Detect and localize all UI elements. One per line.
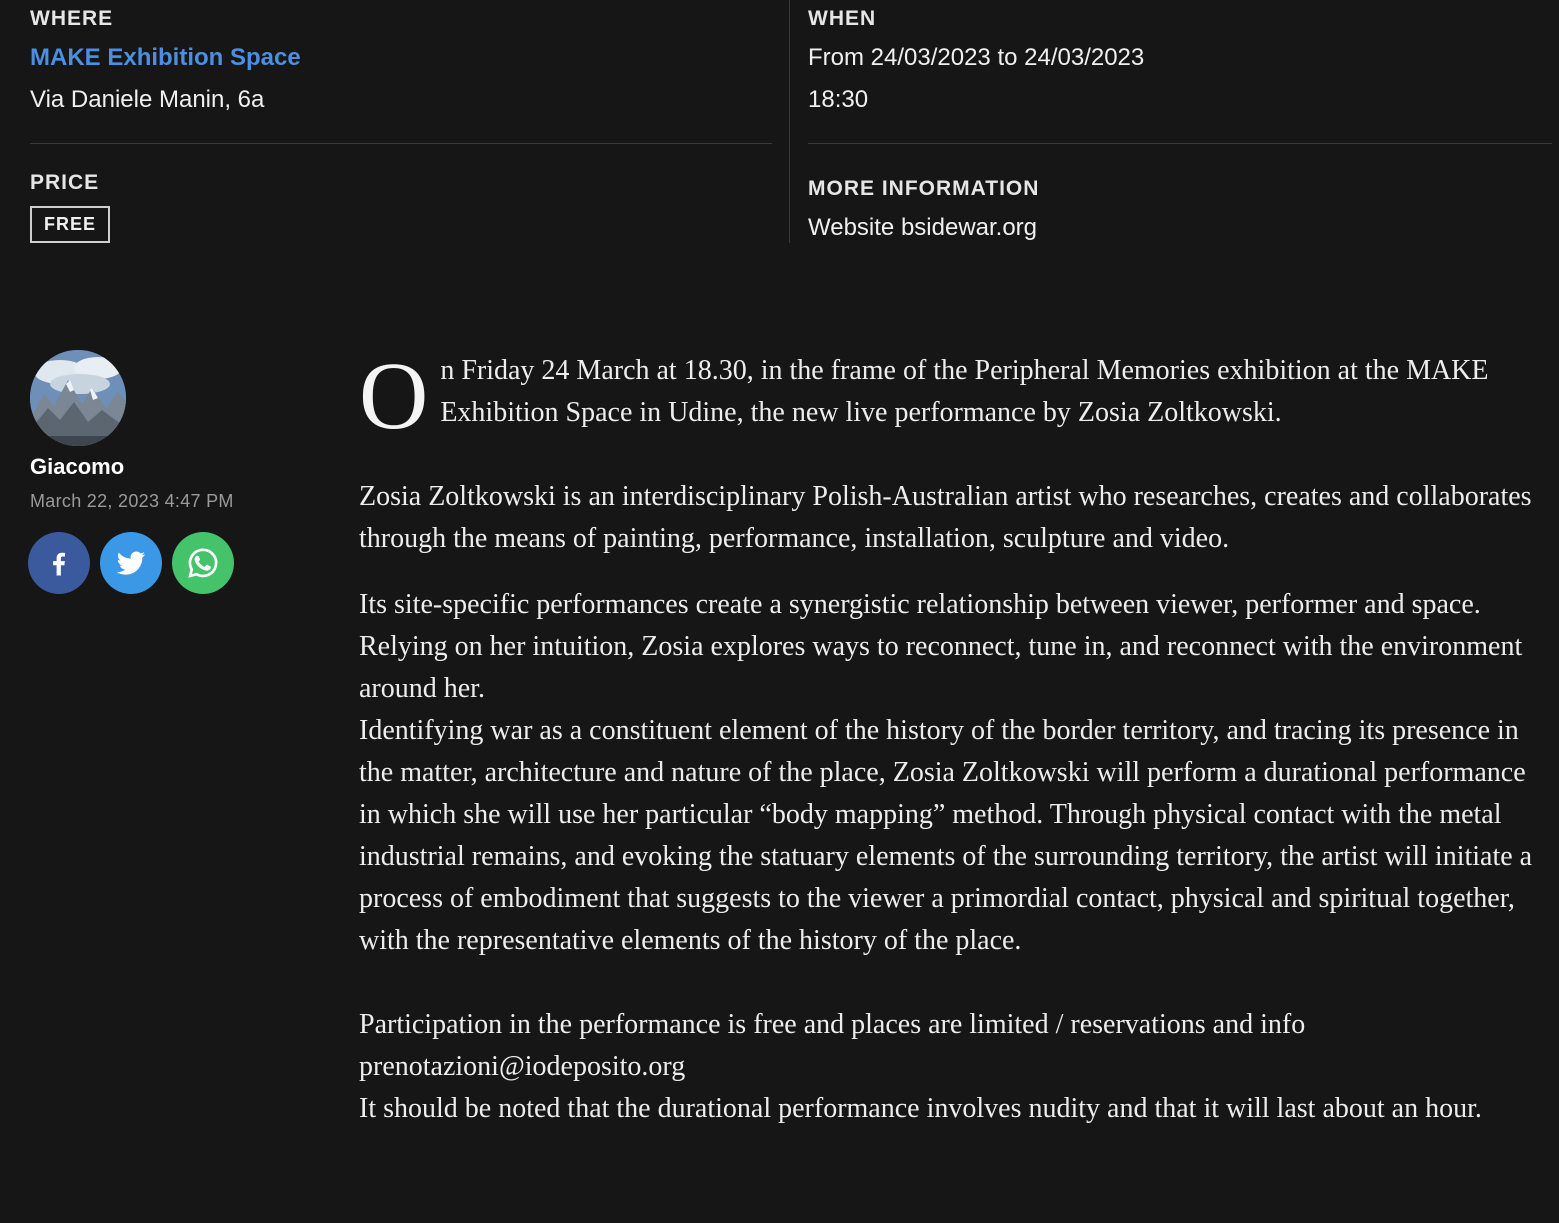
mountain-avatar-icon xyxy=(30,350,126,446)
article-body xyxy=(359,342,1551,1130)
article-paragraph-1: Zosia Zoltkowski is an interdisciplinary Polish-Australian artist who researches, creates and collaborates through the means of painting, performance, installation, sculpture and video. xyxy=(359,481,1532,554)
whatsapp-icon xyxy=(185,545,221,581)
website-link[interactable]: bsidewar.org xyxy=(900,214,1038,241)
more-info-label: MORE INFORMATION xyxy=(808,177,1040,200)
venue-address: Via Daniele Manin, 6a xyxy=(30,86,265,113)
horizontal-divider-left xyxy=(30,143,772,144)
share-whatsapp-button[interactable] xyxy=(172,532,234,594)
website-line xyxy=(808,214,1037,242)
article-paragraph-2: Its site-specific performances create a synergistic relationship between viewer, performer and space. Relying on her intuition, Zosia explores ways to reconnect, tune in, and reconnect with the environment around her. xyxy=(359,589,1523,704)
twitter-icon xyxy=(114,546,148,580)
event-time: 18:30 xyxy=(808,86,869,113)
article-lead xyxy=(359,342,1551,449)
horizontal-divider-right xyxy=(808,143,1552,144)
price-badge: FREE xyxy=(30,206,110,243)
price-label: PRICE xyxy=(30,171,100,194)
when-label: WHEN xyxy=(808,7,877,30)
facebook-icon xyxy=(44,548,74,578)
share-twitter-button[interactable] xyxy=(100,532,162,594)
vertical-divider xyxy=(789,0,790,243)
lead-text: n Friday 24 March at 18.30, in the frame of the Peripheral Memories exhibition at the MAKE Exhibition Space in Udine, the new live performance by Zosia Zoltkowski. xyxy=(440,355,1489,428)
post-date: March 22, 2023 4:47 PM xyxy=(30,491,234,511)
event-info-panel xyxy=(0,0,1559,260)
drop-cap: O xyxy=(359,342,429,449)
venue-link[interactable]: MAKE Exhibition Space xyxy=(30,44,301,71)
where-label: WHERE xyxy=(30,7,114,30)
article-paragraph-3: Identifying war as a constituent element of the history of the border territory, and tracing its presence in the matter, architecture and nature of the place, Zosia Zoltkowski will perform a durational performance in which she will use her particular “body mapping” method. Through physical contact with the metal industrial remains, and evoking the statuary elements of the surrounding territory, the artist will initiate a process of embodiment that suggests to the viewer a primordial contact, physical and spiritual together, with the representative elements of the history of the place. xyxy=(359,715,1533,956)
author-name[interactable]: Giacomo xyxy=(30,454,125,479)
website-prefix: Website xyxy=(808,214,895,241)
share-facebook-button[interactable] xyxy=(28,532,90,594)
article-paragraph-5: It should be noted that the durational performance involves nudity and that it will last about an hour. xyxy=(359,1093,1482,1124)
author-avatar[interactable] xyxy=(30,350,126,446)
article-paragraph-4: Participation in the performance is free and places are limited / reservations and info prenotazioni@iodeposito.org xyxy=(359,1009,1306,1082)
date-range: From 24/03/2023 to 24/03/2023 xyxy=(808,44,1145,71)
